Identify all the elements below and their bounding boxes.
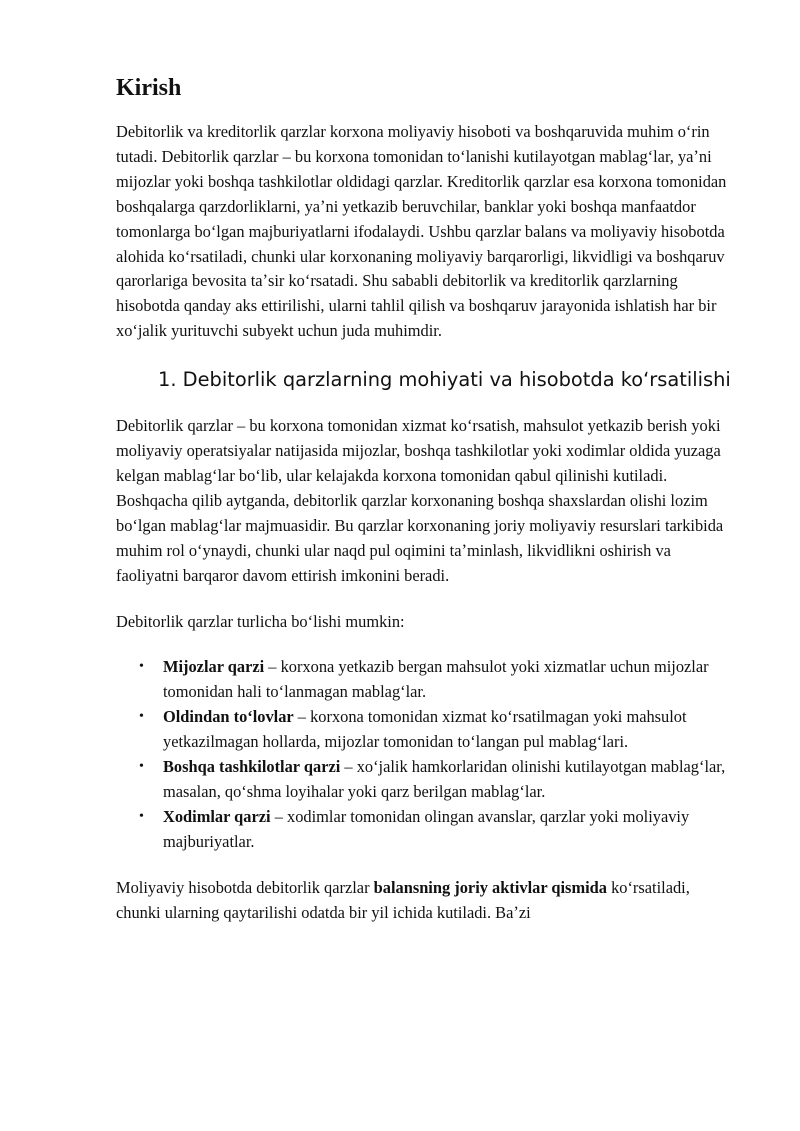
paragraph-text: koʻrsatiladi, chunki ularning qaytarilishi odatda bir yil ichida kutiladi. Baʼzi xyxy=(116,877,690,922)
document-body xyxy=(116,72,736,946)
page-title: Kirish xyxy=(116,75,182,101)
bullet-icon: • xyxy=(139,659,144,675)
debt-types-list xyxy=(116,655,736,854)
list-item-term: Xodimlar qarzi xyxy=(163,806,271,826)
section-heading: 1. Debitorlik qarzlarning mohiyati va hisobotda koʻrsatilishi xyxy=(158,368,731,392)
list-item-term: Boshqa tashkilotlar qarzi xyxy=(163,757,341,777)
bullet-icon: • xyxy=(139,709,144,725)
list-item xyxy=(139,655,736,705)
emphasis-text: balansning joriy aktivlar qismida xyxy=(373,877,607,897)
section-paragraph-1: Debitorlik qarzlar – bu korxona tomonidan xizmat koʻrsatish, mahsulot yetkazib berish yoki moliyaviy operatsiyalar natijasida mijozlar, boshqa tashkilotlar yoki xodimlar oldida yuzaga kelgan mablagʻlar boʻlib, ular kelajakda korxona tomonidan qabul qilinishi kutiladi. Boshqacha qilib aytganda, debitorlik qarzlar korxonaning boshqa shaxslardan olishi lozim boʻlgan mablagʻlar majmuasidir. Bu qarzlar korxonaning joriy moliyaviy resurslari tarkibida muhim rol oʻynaydi, chunki ular naqd pul oqimini taʼminlash, likvidlikni oshirish va faoliyatni barqaror davom ettirish imkonini beradi. xyxy=(116,416,724,585)
list-item-term: Oldindan toʻlovlar xyxy=(163,707,294,727)
section-paragraph-3 xyxy=(116,876,736,926)
list-item-term: Mijozlar qarzi xyxy=(163,657,265,677)
bullet-icon: • xyxy=(139,759,144,775)
list-item-desc: – korxona yetkazib bergan mahsulot yoki xizmatlar uchun mijozlar tomonidan hali toʻlanmagan mablagʻlar. xyxy=(163,657,709,702)
intro-paragraph: Debitorlik va kreditorlik qarzlar korxona moliyaviy hisoboti va boshqaruvida muhim oʻrin tutadi. Debitorlik qarzlar – bu korxona tomonidan toʻlanishi kutilayotgan mablagʻlar, yaʼni mijozlar yoki boshqa tashkilotlar oldidagi qarzlar. Kreditorlik qarzlar esa korxona tomonidan boshqalarga qarzdorliklarni, yaʼni yetkazib beruvchilar, banklar yoki boshqa manfaatdor tomonlarga boʻlgan majburiyatlarni ifodalaydi. Ushbu qarzlar balans va moliyaviy hisobotda alohida koʻrsatiladi, chunki ular korxonaning moliyaviy barqarorligi, likvidligi va boshqaruv qarorlariga bevosita taʼsir koʻrsatadi. Shu sababli debitorlik va kreditorlik qarzlarning hisobotda qanday aks ettirilishi, ularni tahlil qilish va boshqaruv jarayonida ishlatish har bir xoʻjalik yurituvchi subyekt uchun juda muhimdir. xyxy=(116,122,727,341)
bullet-icon: • xyxy=(139,808,144,824)
list-item-desc: – korxona tomonidan xizmat koʻrsatilmagan yoki mahsulot yetkazilmagan hollarda, mijozlar tomonidan toʻlangan pul mablagʻlari. xyxy=(163,707,687,752)
paragraph-text: Moliyaviy hisobotda debitorlik qarzlar xyxy=(116,877,374,897)
list-item xyxy=(139,805,736,855)
list-item-desc: – xoʻjalik hamkorlaridan olinishi kutilayotgan mablagʻlar, masalan, qoʻshma loyihalar yoki qarz berilgan mablagʻlar. xyxy=(163,757,726,801)
section-paragraph-2: Debitorlik qarzlar turlicha boʻlishi mumkin: xyxy=(116,611,405,631)
list-item xyxy=(139,755,736,805)
list-item xyxy=(139,705,736,755)
list-item-desc: – xodimlar tomonidan olingan avanslar, qarzlar yoki moliyaviy majburiyatlar. xyxy=(163,806,690,851)
